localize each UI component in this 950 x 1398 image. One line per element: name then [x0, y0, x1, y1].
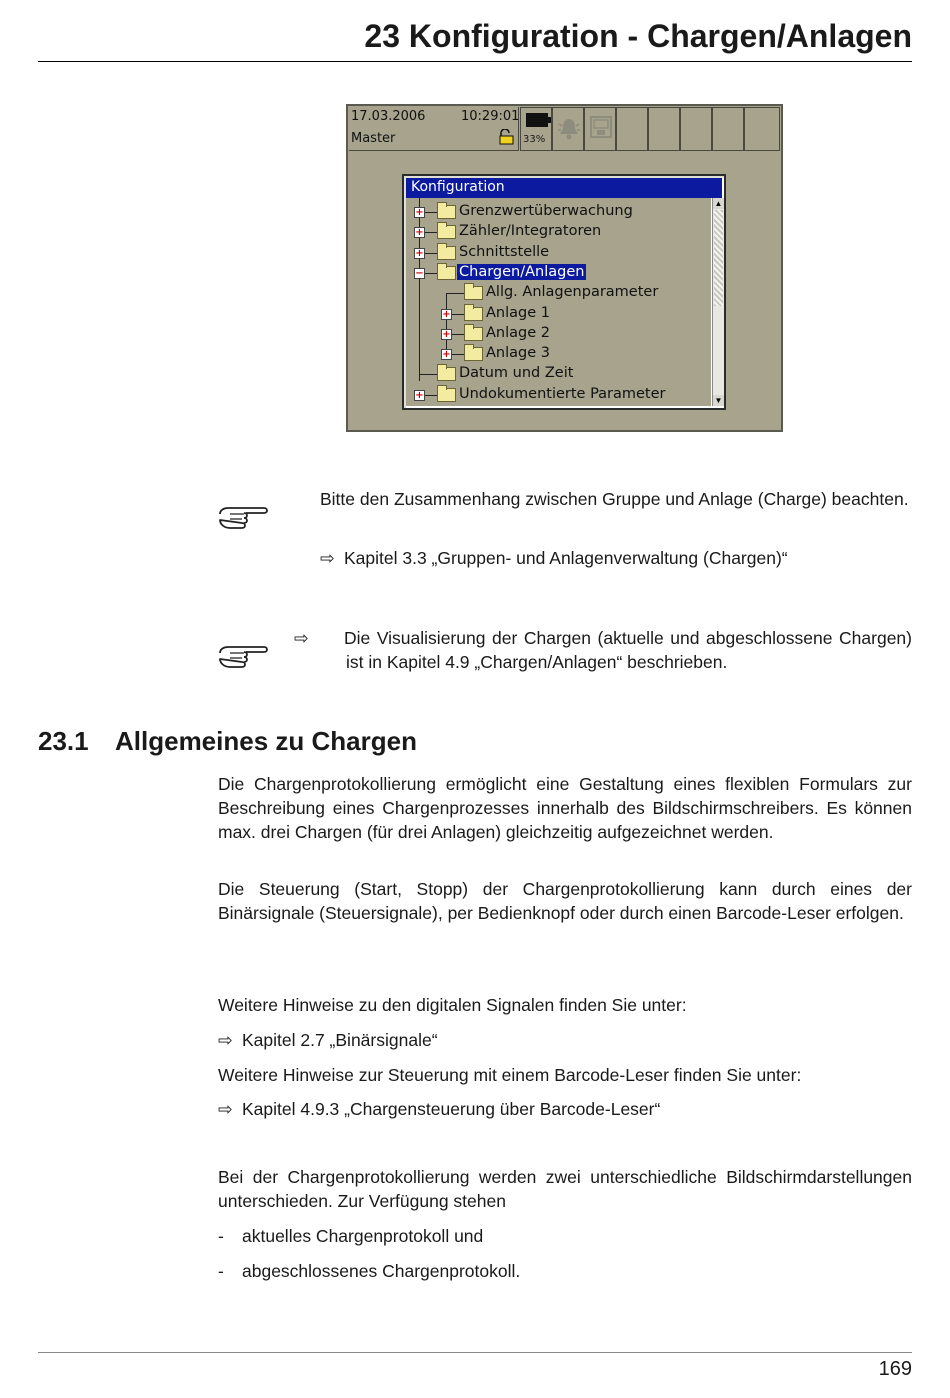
- folder-icon: [437, 367, 456, 381]
- tree-item[interactable]: [415, 243, 710, 263]
- page-number: 169: [878, 1358, 912, 1380]
- paragraph-4: Weitere Hinweise zur Steuerung mit einem Barcode-Leser finden Sie unter:: [218, 1065, 802, 1085]
- collapse-icon[interactable]: −: [415, 267, 424, 279]
- bullet-item: - aktuelles Chargenprotokoll und: [218, 1226, 484, 1246]
- folder-icon: [464, 347, 483, 361]
- tree-item-label: Zähler/Integratoren: [459, 223, 602, 240]
- scroll-thumb[interactable]: [714, 210, 723, 306]
- folder-icon: [437, 388, 456, 402]
- tree-item[interactable]: [415, 222, 710, 242]
- softkey-1[interactable]: [616, 107, 648, 151]
- section-title: Allgemeines zu Chargen: [115, 726, 417, 756]
- softkey-3[interactable]: [680, 107, 712, 151]
- note-1-text: Bitte den Zusammenhang zwischen Gruppe und Anlage (Charge) beachten.: [320, 489, 909, 509]
- note-2-ref-text: Die Visualisierung der Chargen (aktuelle und abgeschlossene Chargen) ist in Kapitel 4.9 „Chargen/Anlagen“ beschrieben.: [344, 628, 912, 672]
- softkey-2[interactable]: [648, 107, 680, 151]
- softkey-5[interactable]: [744, 107, 780, 151]
- scroll-down-arrow-icon[interactable]: ▼: [714, 396, 723, 405]
- tree-item-label: Anlage 3: [486, 345, 550, 362]
- folder-icon: [464, 327, 483, 341]
- tree-item-label: Grenzwertüberwachung: [459, 203, 633, 219]
- bullet-text: aktuelles Chargenprotokoll und: [242, 1226, 484, 1246]
- expand-icon[interactable]: +: [415, 389, 424, 401]
- section-number: 23.1: [38, 726, 89, 756]
- bullet-text: abgeschlossenes Chargenprotokoll.: [242, 1261, 521, 1281]
- folder-icon: [464, 286, 483, 300]
- tree-item[interactable]: [442, 304, 710, 324]
- tree-item-label: Allg. Anlagenparameter: [486, 284, 659, 301]
- expand-icon[interactable]: +: [442, 328, 451, 340]
- status-bar: [349, 107, 519, 151]
- folder-icon: [437, 266, 456, 280]
- config-dialog: [402, 174, 726, 410]
- status-date: 17.03.2006: [351, 109, 426, 124]
- paragraph-5: Bei der Chargenprotokollierung werden zwei unterschiedliche Bildschirmdarstellungen unterschieden. Zur Verfügung stehen: [218, 1167, 912, 1211]
- page-header-title: 23 Konfiguration - Chargen/Anlagen: [364, 18, 912, 54]
- status-time: 10:29:01: [461, 109, 520, 124]
- note-1-reference: [320, 546, 912, 570]
- header-rule: [38, 61, 912, 62]
- tree-item[interactable]: [415, 202, 710, 222]
- arrow-right-icon: ⇨: [294, 628, 309, 648]
- tree-item[interactable]: [442, 324, 710, 344]
- paragraph-2: Die Steuerung (Start, Stopp) der Chargenprotokollierung kann durch eines der Binärsignale (Steuersignale), per Bedienknopf oder durch einen Barcode-Leser erfolgen.: [218, 879, 912, 923]
- alarm-button[interactable]: [552, 107, 584, 151]
- bell-icon: [557, 116, 581, 142]
- pointing-hand-icon: [216, 641, 272, 673]
- device-screenshot: [346, 104, 783, 432]
- note-2-reference: [294, 626, 912, 674]
- tree-item[interactable]: [442, 344, 710, 364]
- tree-item-label: Anlage 2: [486, 324, 550, 341]
- status-mode: Master: [351, 131, 396, 146]
- battery-percent: 33%: [523, 134, 546, 145]
- folder-icon: [437, 246, 456, 260]
- tree-item[interactable]: [415, 263, 710, 283]
- reference-barcode: [218, 1097, 912, 1121]
- scroll-up-arrow-icon[interactable]: ▲: [714, 199, 723, 208]
- section-heading: [38, 726, 417, 757]
- tree-item-label: Schnittstelle: [459, 243, 550, 260]
- footer-rule: [38, 1352, 912, 1353]
- expand-icon[interactable]: +: [415, 227, 424, 239]
- pointing-hand-icon: [216, 502, 272, 534]
- arrow-right-icon: ⇨: [218, 1030, 233, 1050]
- reference-binaersignale: [218, 1028, 912, 1052]
- reference-barcode-text: Kapitel 4.9.3 „Chargensteuerung über Barcode-Leser“: [242, 1099, 661, 1119]
- tree-item-label: Chargen/Anlagen: [459, 263, 585, 280]
- scrollbar[interactable]: [712, 198, 724, 406]
- expand-icon[interactable]: +: [442, 349, 451, 361]
- disk-icon: [590, 116, 612, 138]
- paragraph-1: Die Chargenprotokollierung ermöglicht eine Gestaltung eines flexiblen Formulars zur Beschreibung eines Chargenprozesses innerhalb des Bildschirmschreibers. Es können max. drei Chargen (für drei Anlagen) gleichzeitig aufgezeichnet werden.: [218, 774, 912, 842]
- lock-icon: [497, 129, 515, 145]
- battery-icon: [526, 113, 548, 127]
- arrow-right-icon: ⇨: [320, 548, 335, 568]
- paragraph-3: Weitere Hinweise zu den digitalen Signalen finden Sie unter:: [218, 995, 687, 1015]
- note-1-ref-text: Kapitel 3.3 „Gruppen- und Anlagenverwaltung (Chargen)“: [344, 548, 788, 568]
- tree-item[interactable]: [460, 283, 710, 303]
- config-tree: [406, 198, 711, 406]
- battery-box: [520, 107, 552, 151]
- folder-icon: [437, 225, 456, 239]
- tree-item-label: Anlage 1: [486, 304, 550, 321]
- tree-item[interactable]: [415, 385, 710, 405]
- tree-item-label: Datum und Zeit: [459, 365, 574, 382]
- tree-item[interactable]: [433, 364, 710, 384]
- expand-icon[interactable]: +: [415, 207, 424, 218]
- reference-binaersignale-text: Kapitel 2.7 „Binärsignale“: [242, 1030, 438, 1050]
- tree-item-label: Undokumentierte Parameter: [459, 385, 666, 402]
- bullet-item: - abgeschlossenes Chargenprotokoll.: [218, 1261, 521, 1281]
- expand-icon[interactable]: +: [442, 308, 451, 320]
- dialog-title: Konfiguration: [406, 178, 722, 198]
- arrow-right-icon: ⇨: [218, 1099, 233, 1119]
- folder-icon: [437, 205, 456, 219]
- softkey-4[interactable]: [712, 107, 744, 151]
- expand-icon[interactable]: +: [415, 247, 424, 259]
- folder-icon: [464, 307, 483, 321]
- memory-button[interactable]: [584, 107, 616, 151]
